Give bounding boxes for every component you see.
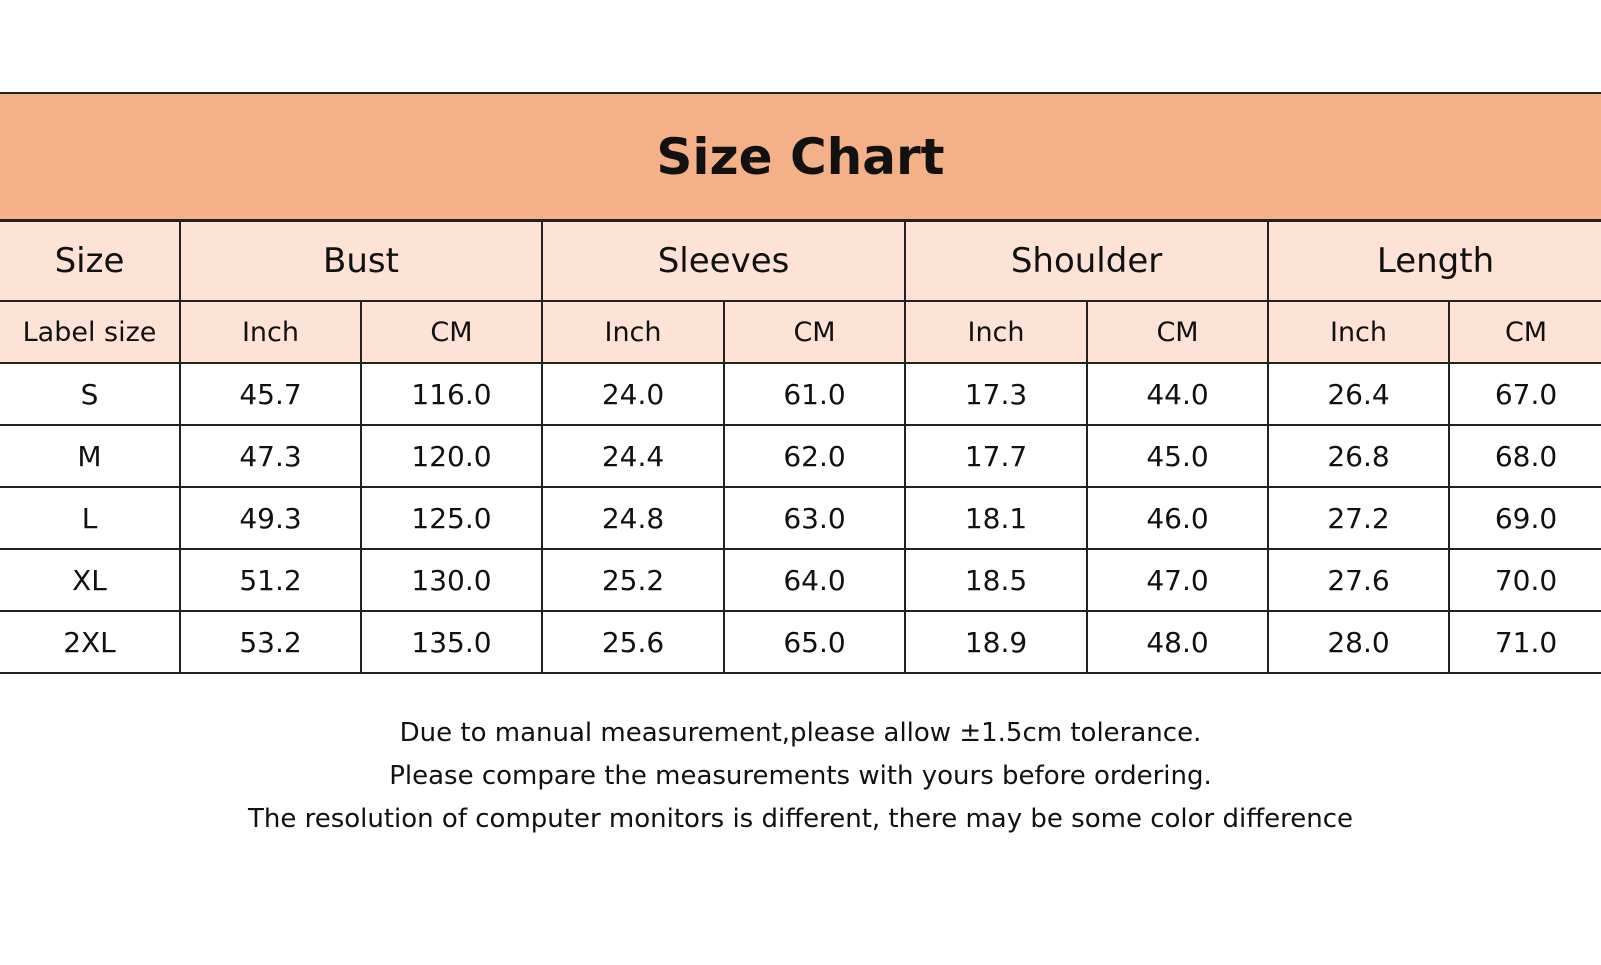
table-row	[0, 611, 1601, 673]
measurement-cell: 70.0	[1449, 549, 1601, 611]
measurement-cell: 28.0	[1268, 611, 1449, 673]
measurement-cell: 24.4	[542, 425, 724, 487]
measurement-cell: 17.7	[905, 425, 1087, 487]
measurement-cell: 27.6	[1268, 549, 1449, 611]
header-label-size: Label size	[0, 301, 180, 363]
header-unit: CM	[1087, 301, 1268, 363]
size-label-cell: L	[0, 487, 180, 549]
measurement-cell: 24.0	[542, 363, 724, 425]
measurement-cell: 25.6	[542, 611, 724, 673]
measurement-cell: 51.2	[180, 549, 361, 611]
measurement-cell: 71.0	[1449, 611, 1601, 673]
measurement-cell: 65.0	[724, 611, 905, 673]
measurement-cell: 47.3	[180, 425, 361, 487]
measurement-cell: 61.0	[724, 363, 905, 425]
size-label-cell: XL	[0, 549, 180, 611]
header-unit: Inch	[180, 301, 361, 363]
measurement-cell: 53.2	[180, 611, 361, 673]
header-unit: Inch	[542, 301, 724, 363]
header-row-units	[0, 301, 1601, 363]
table-row	[0, 549, 1601, 611]
table-row	[0, 363, 1601, 425]
header-sleeves: Sleeves	[542, 221, 905, 301]
measurement-cell: 130.0	[361, 549, 542, 611]
measurement-cell: 26.8	[1268, 425, 1449, 487]
header-size: Size	[0, 221, 180, 301]
measurement-cell: 62.0	[724, 425, 905, 487]
measurement-cell: 17.3	[905, 363, 1087, 425]
header-unit: Inch	[1268, 301, 1449, 363]
header-unit: Inch	[905, 301, 1087, 363]
measurement-cell: 47.0	[1087, 549, 1268, 611]
chart-title: Size Chart	[0, 92, 1601, 221]
size-label-cell: 2XL	[0, 611, 180, 673]
measurement-cell: 125.0	[361, 487, 542, 549]
header-bust: Bust	[180, 221, 542, 301]
measurement-cell: 120.0	[361, 425, 542, 487]
measurement-cell: 68.0	[1449, 425, 1601, 487]
size-table	[0, 220, 1601, 674]
notes	[0, 712, 1601, 841]
measurement-cell: 63.0	[724, 487, 905, 549]
measurement-cell: 48.0	[1087, 611, 1268, 673]
measurement-cell: 45.0	[1087, 425, 1268, 487]
table-row	[0, 487, 1601, 549]
header-row-groups	[0, 221, 1601, 301]
size-label-cell: M	[0, 425, 180, 487]
measurement-cell: 135.0	[361, 611, 542, 673]
note-color: The resolution of computer monitors is different, there may be some color difference	[247, 804, 1354, 834]
measurement-cell: 18.5	[905, 549, 1087, 611]
header-length: Length	[1268, 221, 1601, 301]
header-unit: CM	[1449, 301, 1601, 363]
measurement-cell: 44.0	[1087, 363, 1268, 425]
measurement-cell: 64.0	[724, 549, 905, 611]
size-label-cell: S	[0, 363, 180, 425]
measurement-cell: 26.4	[1268, 363, 1449, 425]
measurement-cell: 24.8	[542, 487, 724, 549]
header-shoulder: Shoulder	[905, 221, 1268, 301]
measurement-cell: 67.0	[1449, 363, 1601, 425]
measurement-cell: 45.7	[180, 363, 361, 425]
header-unit: CM	[724, 301, 905, 363]
measurement-cell: 49.3	[180, 487, 361, 549]
measurement-cell: 46.0	[1087, 487, 1268, 549]
measurement-cell: 18.9	[905, 611, 1087, 673]
measurement-cell: 25.2	[542, 549, 724, 611]
header-unit: CM	[361, 301, 542, 363]
table-row	[0, 425, 1601, 487]
measurement-cell: 116.0	[361, 363, 542, 425]
measurement-cell: 18.1	[905, 487, 1087, 549]
note-compare: Please compare the measurements with yours before ordering.	[389, 761, 1212, 791]
measurement-cell: 27.2	[1268, 487, 1449, 549]
note-tolerance: Due to manual measurement,please allow ±1.5cm tolerance.	[399, 718, 1202, 748]
measurement-cell: 69.0	[1449, 487, 1601, 549]
